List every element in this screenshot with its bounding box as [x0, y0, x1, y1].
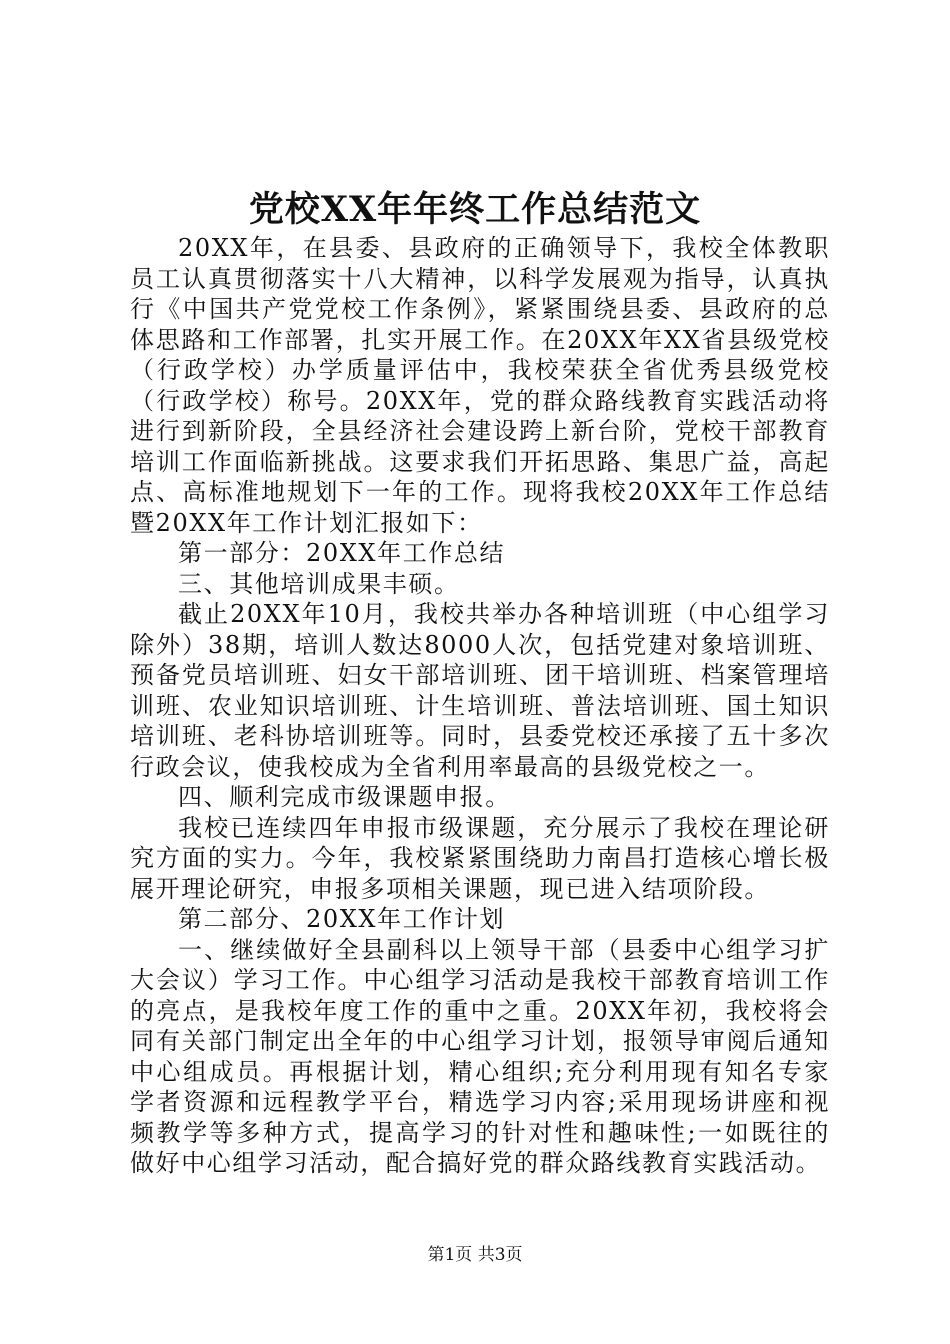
paragraph-training-results: 截止20XX年10月，我校共举办各种培训班（中心组学习除外）38期，培训人数达8000人次，包括党建对象培训班、预备党员培训班、妇女干部培训班、团干培训班、档案管理培训班、农业知识培训班、计生培训班、普法培训班、国土知识培训班、老科协培训班等。同时，县委党校还承接了五十多次行政会议，使我校成为全省利用率最高的县级党校之一。	[130, 600, 830, 781]
page-number-footer: 第1页 共3页	[427, 1245, 523, 1265]
paragraph-research-projects: 我校已连续四年申报市级课题，充分展示了我校在理论研究方面的实力。今年，我校紧紧围绕助力南昌打造核心增长极展开理论研究，申报多项相关课题，现已进入结项阶段。	[130, 813, 830, 903]
paragraph-plan-item-one: 一、继续做好全县副科以上领导干部（县委中心组学习扩大会议）学习工作。中心组学习活动是我校干部教育培训工作的亮点，是我校年度工作的重中之重。20XX年初，我校将会同有关部门制定出全年的中心组学习计划，报领导审阅后通知中心组成员。再根据计划，精心组织;充分利用现有知名专家学者资源和远程教学平台，精选学习内容;采用现场讲座和视频教学等多种方式，提高学习的针对性和趣味性;一如既往的做好中心组学习活动，配合搞好党的群众路线教育实践活动。	[130, 935, 830, 1177]
document-body	[130, 233, 830, 1179]
section-heading-part-two: 第二部分、20XX年工作计划	[178, 905, 506, 933]
subheading-training-results: 三、其他培训成果丰硕。	[178, 569, 460, 598]
document-title: 党校XX年年终工作总结范文	[248, 189, 702, 230]
section-heading-part-one: 第一部分：20XX年工作总结	[178, 539, 506, 567]
paragraph-intro: 20XX年，在县委、县政府的正确领导下，我校全体教职员工认真贯彻落实十八大精神，以科学发展观为指导，认真执行《中国共产党党校工作条例》，紧紧围绕县委、县政府的总体思路和工作部署，扎实开展工作。在20XX年XX省县级党校（行政学校）办学质量评估中，我校荣获全省优秀县级党校（行政学校）称号。20XX年，党的群众路线教育实践活动将进行到新阶段，全县经济社会建设跨上新台阶，党校干部教育培训工作面临新挑战。这要求我们开拓思路、集思广益，高起点、高标准地规划下一年的工作。现将我校20XX年工作总结暨20XX年工作计划汇报如下：	[130, 234, 830, 537]
subheading-research-projects: 四、顺利完成市级课题申报。	[178, 783, 511, 811]
